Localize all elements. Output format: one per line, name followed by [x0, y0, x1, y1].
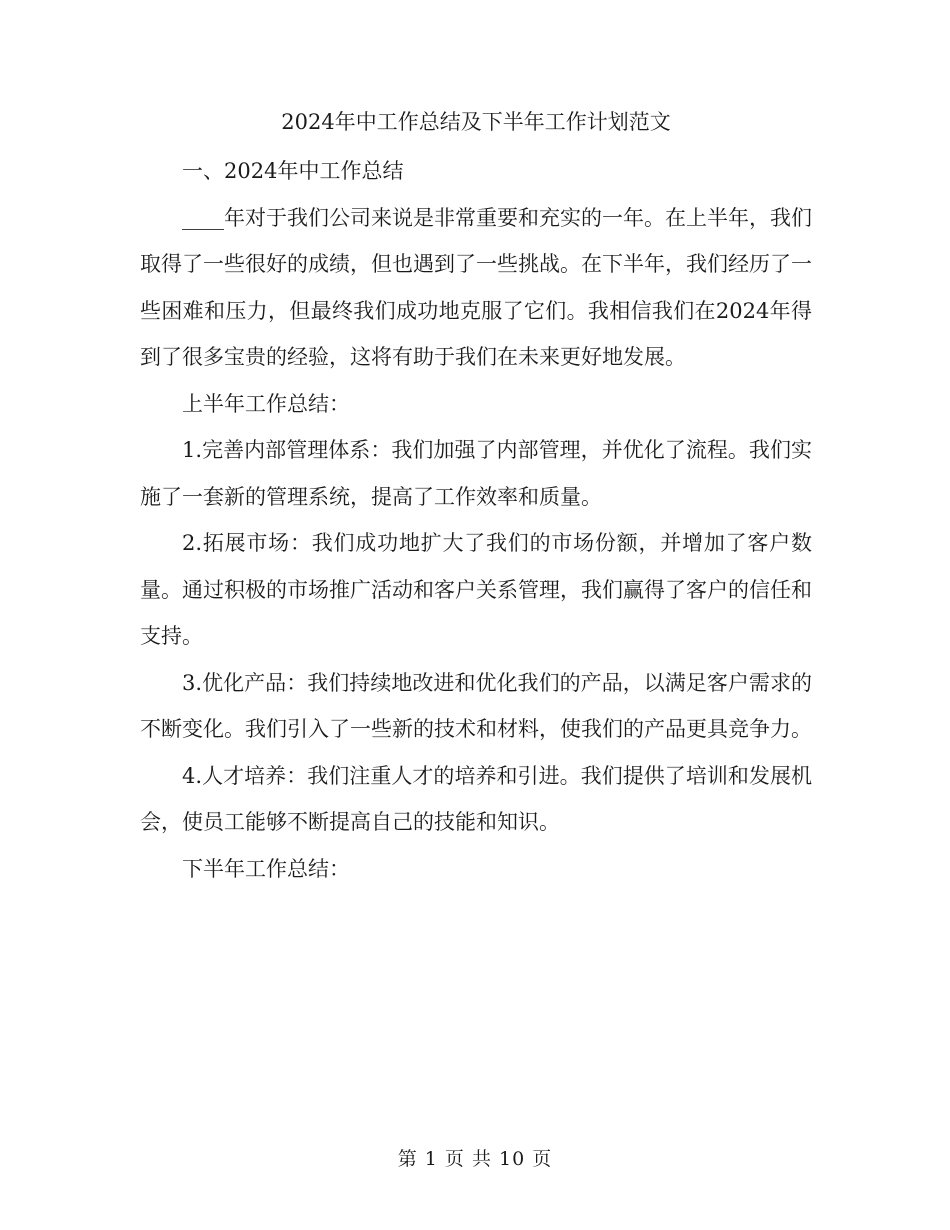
document-body [140, 102, 812, 892]
document-title: 2024年中工作总结及下半年工作计划范文 [281, 110, 671, 134]
subheading-second-half: 下半年工作总结： [182, 856, 350, 881]
item-product: 3.优化产品：我们持续地改进和优化我们的产品，以满足客户需求的不断变化。我们引入了一些新的技术和材料，使我们的产品更具竞争力。 [140, 670, 812, 741]
intro-paragraph: ____年对于我们公司来说是非常重要和充实的一年。在上半年，我们取得了一些很好的成绩，但也遇到了一些挑战。在下半年，我们经历了一些困难和压力，但最终我们成功地克服了它们。我相信我们在2024年得到了很多宝贵的经验，这将有助于我们在未来更好地发展。 [140, 205, 812, 369]
page-footer: 第 1 页 共 10 页 [397, 1148, 553, 1170]
item-talent: 4.人才培养：我们注重人才的培养和引进。我们提供了培训和发展机会，使员工能够不断提高自己的技能和知识。 [140, 763, 812, 834]
item-market: 2.拓展市场：我们成功地扩大了我们的市场份额，并增加了客户数量。通过积极的市场推广活动和客户关系管理，我们赢得了客户的信任和支持。 [140, 531, 812, 648]
subheading-first-half: 上半年工作总结： [182, 391, 350, 416]
item-management: 1.完善内部管理体系：我们加强了内部管理，并优化了流程。我们实施了一套新的管理系统，提高了工作效率和质量。 [140, 438, 812, 509]
section-heading: 一、2024年中工作总结 [182, 159, 404, 183]
